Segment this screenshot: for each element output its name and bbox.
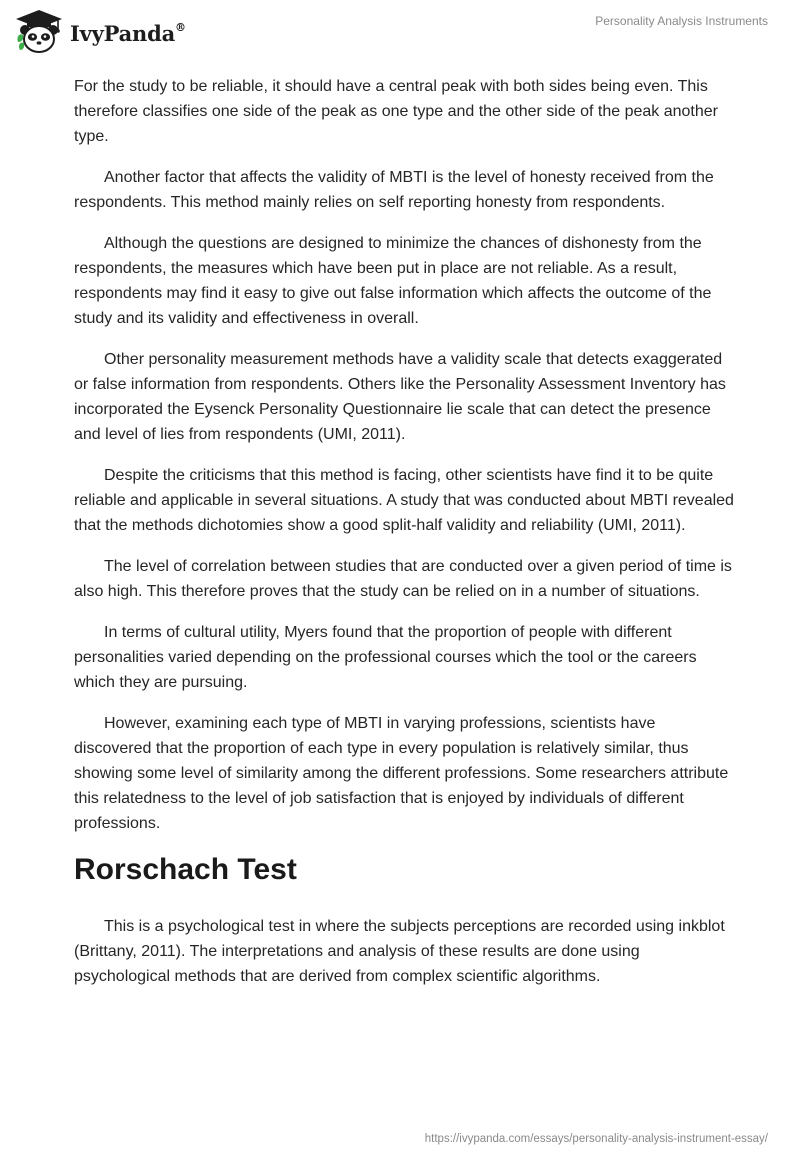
- paragraph: For the study to be reliable, it should have a central peak with both sides being even. This therefore classifies one side of the peak as one type and the other side of the peak another type.: [74, 78, 718, 145]
- paragraph: Another factor that affects the validity of MBTI is the level of honesty received from the respondents. This method mainly relies on self reporting honesty from respondents.: [74, 169, 714, 211]
- paragraph: This is a psychological test in where the subjects perceptions are recorded using inkblot (Brittany, 2011). The interpretations and analysis of these results are done using psychological methods that are derived from complex scientific algorithms.: [74, 918, 725, 985]
- paragraph: Other personality measurement methods have a validity scale that detects exaggerated or false information from respondents. Others like the Personality Assessment Inventory has incorporated the Eysenck Personality Questionnaire lie scale that can detect the presence and level of lies from respondents (UMI, 2011).: [74, 351, 726, 443]
- paragraph: Despite the criticisms that this method is facing, other scientists have find it to be quite reliable and applicable in several situations. A study that was conducted about MBTI revealed that the methods dichotomies show a good split-half validity and reliability (UMI, 2011).: [74, 467, 734, 534]
- paragraph: The level of correlation between studies that are conducted over a given period of time is also high. This therefore proves that the study can be relied on in a number of situations.: [74, 558, 732, 600]
- page-header: [0, 0, 800, 70]
- document-title: Personality Analysis Instruments: [595, 14, 768, 28]
- paragraph: In terms of cultural utility, Myers found that the proportion of people with different personalities varied depending on the professional courses which the tool or the careers which they are pursuing.: [74, 624, 697, 691]
- brand-name: IvyPanda®: [70, 20, 186, 46]
- section-heading: Rorschach Test: [74, 853, 297, 886]
- essay-content: [74, 74, 734, 1005]
- source-url[interactable]: https://ivypanda.com/essays/personality-analysis-instrument-essay/: [424, 1133, 768, 1145]
- panda-graduate-icon: [14, 8, 64, 54]
- paragraph: Although the questions are designed to minimize the chances of dishonesty from the respondents, the measures which have been put in place are not reliable. As a result, respondents may find it easy to give out false information which affects the outcome of the study and its validity and effectiveness in overall.: [74, 235, 712, 327]
- ivypanda-logo[interactable]: [14, 8, 186, 54]
- paragraph: However, examining each type of MBTI in varying professions, scientists have discovered that the proportion of each type in every population is relatively similar, thus showing some level of similarity among the different professions. Some researchers attribute this relatedness to the level of job satisfaction that is enjoyed by individuals of different professions.: [74, 715, 729, 832]
